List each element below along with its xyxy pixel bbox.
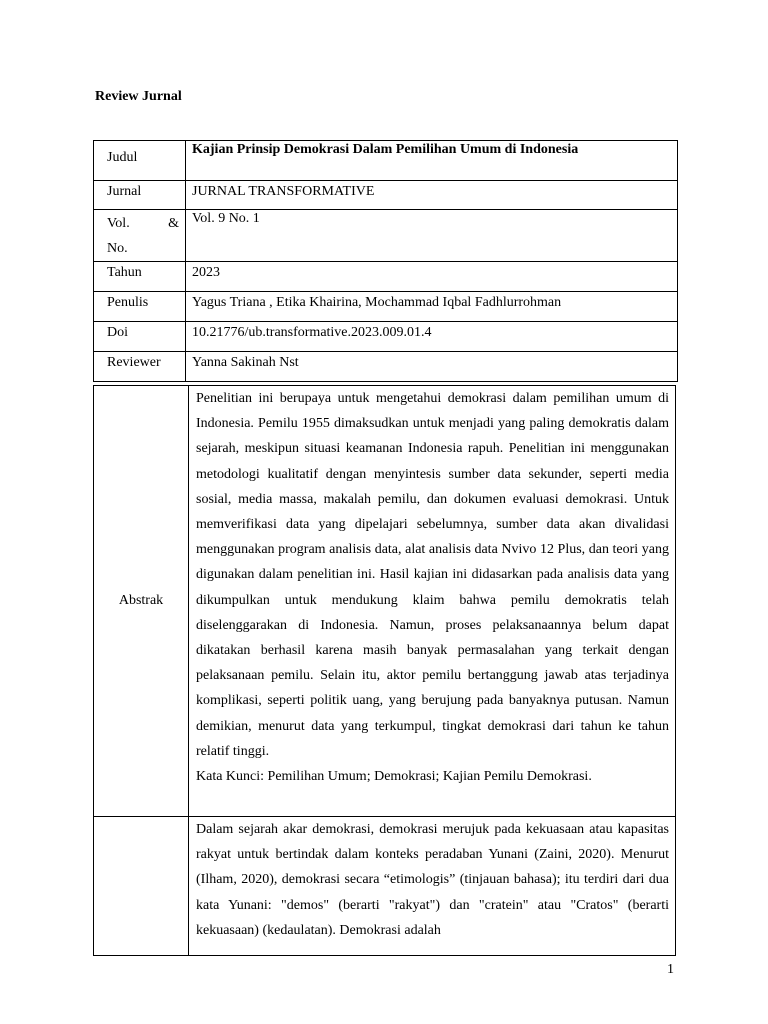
row-penulis bbox=[94, 292, 678, 322]
judul-label: Judul bbox=[94, 141, 186, 181]
metadata-table bbox=[93, 140, 678, 382]
doi-value: 10.21776/ub.transformative.2023.009.01.4 bbox=[186, 322, 678, 352]
row-reviewer bbox=[94, 352, 678, 382]
penulis-label: Penulis bbox=[94, 292, 186, 322]
row-judul bbox=[94, 141, 678, 181]
row-jurnal bbox=[94, 181, 678, 210]
jurnal-value: JURNAL TRANSFORMATIVE bbox=[186, 181, 678, 210]
penulis-value: Yagus Triana , Etika Khairina, Mochammad Iqbal Fadhlurrohman bbox=[186, 292, 678, 322]
vol-value: Vol. 9 No. 1 bbox=[186, 210, 678, 262]
row-doi bbox=[94, 322, 678, 352]
intro-label bbox=[94, 817, 189, 956]
intro-text: Dalam sejarah akar demokrasi, demokrasi merujuk pada kekuasaan atau kapasitas rakyat untuk bertindak dalam konteks peradaban Yunani (Zaini, 2020). Menurut (Ilham, 2020), demokrasi secara “etimologis” (tinjauan bahasa); itu terdiri dari dua kata Yunani: "demos" (berarti "rakyat") dan "cratein" atau "Cratos" (berarti kekuasaan) (kedaulatan). Demokrasi adalah bbox=[196, 822, 669, 938]
vol-label bbox=[94, 210, 186, 262]
row-vol bbox=[94, 210, 678, 262]
abstrak-text: Penelitian ini berupaya untuk mengetahui demokrasi dalam pemilihan umum di Indonesia. Pemilu 1955 dimaksudkan untuk menjadi yang paling demokratis dalam sejarah, meskipun situasi keamanan Indonesia rapuh. Penelitian ini menggunakan metodologi kualitatif dengan menyintesis sumber data sekunder, seperti media sosial, media massa, makalah pemilu, dan dokumen evaluasi demokrasi. Untuk memverifikasi data yang dipelajari sebelumnya, sumber data akan divalidasi menggunakan program analisis data, alat analisis data Nvivo 12 Plus, dan teori yang digunakan dalam penelitian ini. Hasil kajian ini didasarkan pada analisis data yang dikumpulkan untuk mendukung klaim bahwa pemilu demokratis telah diselenggarakan di Indonesia. Namun, proses pelaksanaannya belum dapat dikatakan berhasil karena masih banyak permasalahan yang terkait dengan pelaksanaan pemilu. Selain itu, aktor pemilu bertanggung jawab atas terjadinya komplikasi, seperti politik uang, yang berujung pada banyaknya putusan. Namun demikian, menurut data yang terkumpul, tingkat demokrasi dari tahun ke tahun relatif tinggi. bbox=[196, 391, 669, 759]
row-tahun bbox=[94, 262, 678, 292]
vol-label-a: Vol. bbox=[107, 216, 130, 231]
vol-label-c: No. bbox=[107, 241, 128, 256]
row-intro bbox=[94, 817, 676, 956]
intro-cell bbox=[189, 817, 676, 956]
abstrak-keywords: Kata Kunci: Pemilihan Umum; Demokrasi; Kajian Pemilu Demokrasi. bbox=[196, 769, 592, 785]
abstrak-label: Abstrak bbox=[94, 386, 189, 817]
tahun-value: 2023 bbox=[186, 262, 678, 292]
doi-label: Doi bbox=[94, 322, 186, 352]
vol-label-b: & bbox=[168, 216, 179, 231]
page-number: 1 bbox=[667, 962, 674, 977]
tahun-label: Tahun bbox=[94, 262, 186, 292]
abstrak-cell bbox=[189, 386, 676, 817]
reviewer-value: Yanna Sakinah Nst bbox=[186, 352, 678, 382]
row-abstrak bbox=[94, 386, 676, 817]
review-body-table bbox=[93, 385, 676, 956]
reviewer-label: Reviewer bbox=[94, 352, 186, 382]
jurnal-label: Jurnal bbox=[94, 181, 186, 210]
document-title: Review Jurnal bbox=[95, 89, 182, 104]
judul-value: Kajian Prinsip Demokrasi Dalam Pemilihan Umum di Indonesia bbox=[186, 141, 678, 181]
